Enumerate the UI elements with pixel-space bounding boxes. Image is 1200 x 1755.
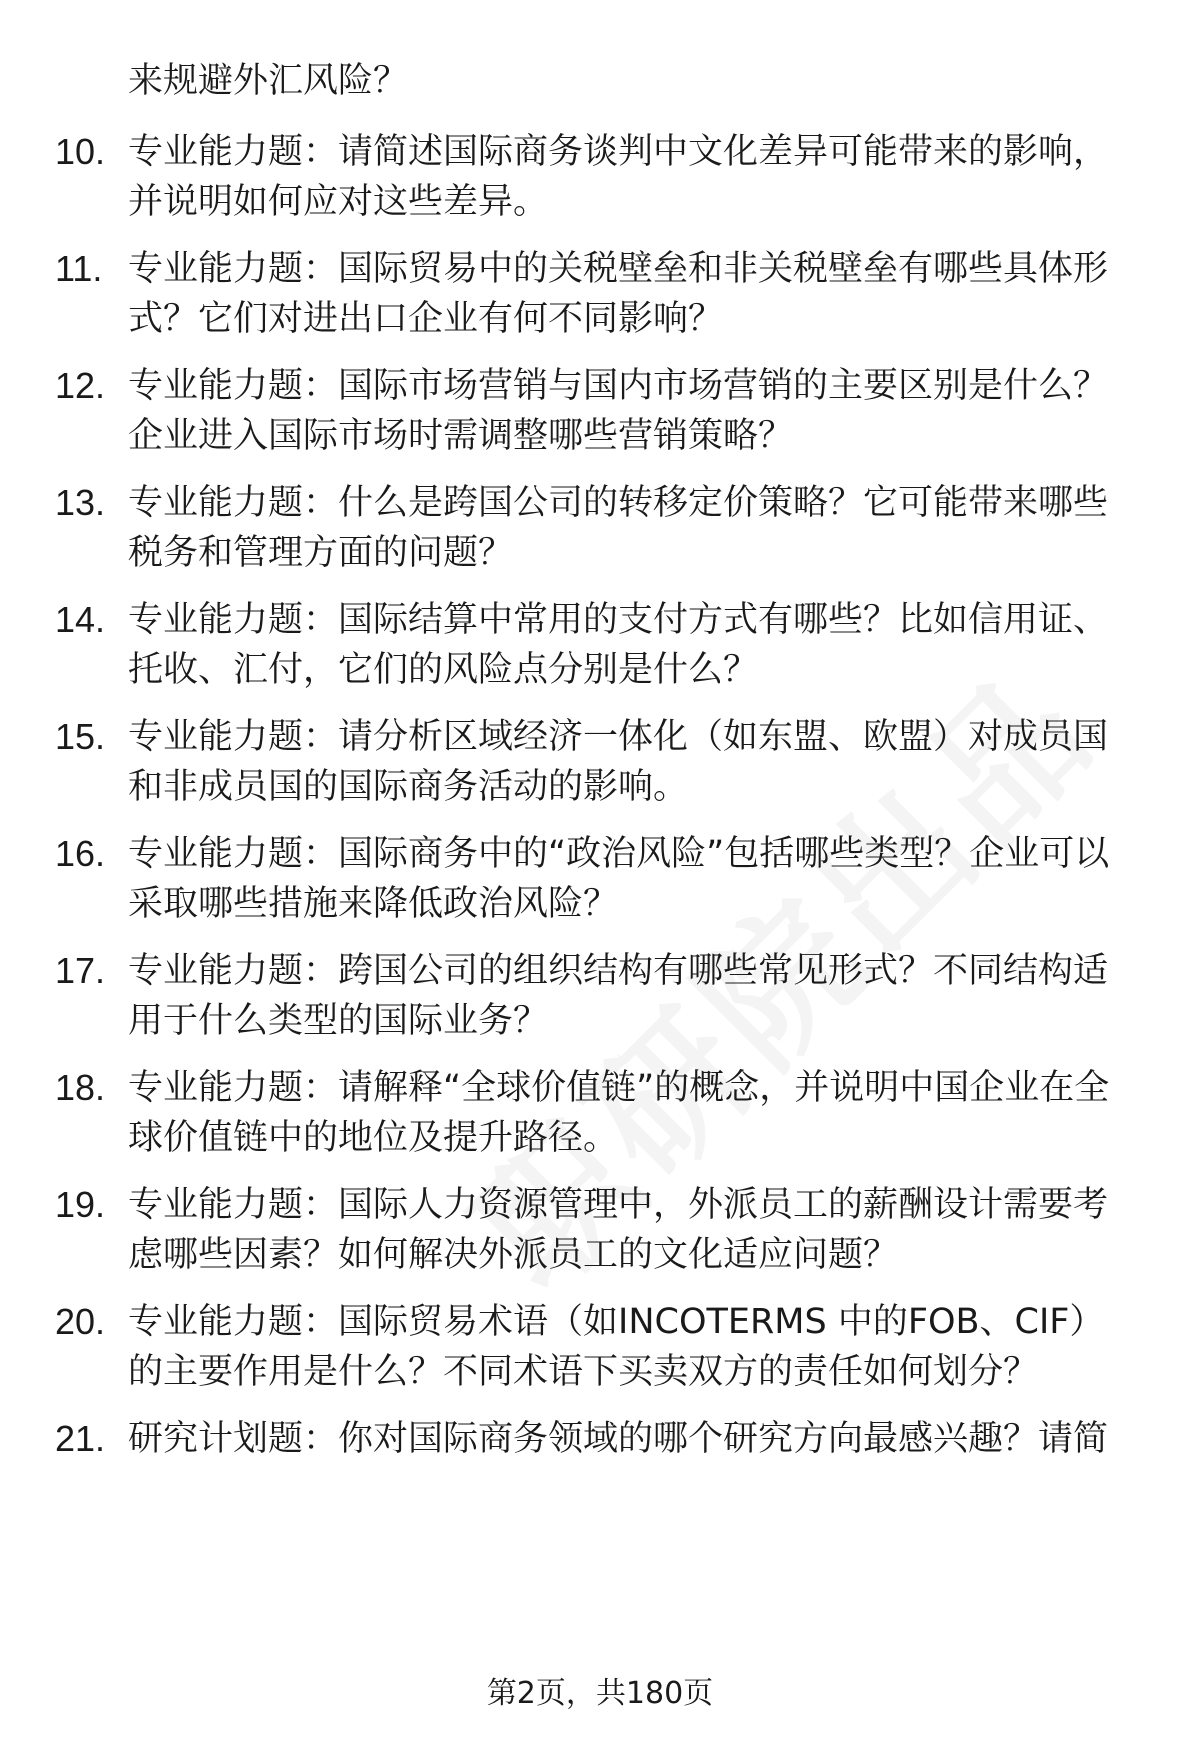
question-text: 专业能力题：请分析区域经济一体化（如东盟、欧盟）对成员国和非成员国的国际商务活动的影响。 xyxy=(128,717,1109,807)
question-number: 20. xyxy=(55,1301,106,1342)
question-number: 17. xyxy=(55,950,106,991)
question-text: 专业能力题：国际结算中常用的支付方式有哪些？比如信用证、托收、汇付，它们的风险点分别是什么？ xyxy=(128,600,1109,690)
question-text: 专业能力题：请解释“全球价值链”的概念，并说明中国企业在全球价值链中的地位及提升路径。 xyxy=(128,1068,1110,1158)
question-number: 21. xyxy=(55,1418,106,1459)
question-number: 19. xyxy=(55,1184,106,1225)
question-number: 15. xyxy=(55,716,106,757)
continuation-text: 来规避外汇风险？ xyxy=(128,61,409,101)
question-text: 专业能力题：国际商务中的“政治风险”包括哪些类型？企业可以采取哪些措施来降低政治风险？ xyxy=(128,834,1110,924)
question-text: 专业能力题：请简述国际商务谈判中文化差异可能带来的影响，并说明如何应对这些差异。 xyxy=(128,132,1109,222)
question-text: 专业能力题：什么是跨国公司的转移定价策略？它可能带来哪些税务和管理方面的问题？ xyxy=(128,483,1109,573)
question-number: 18. xyxy=(55,1067,106,1108)
question-number: 13. xyxy=(55,482,106,523)
question-text: 研究计划题：你对国际商务领域的哪个研究方向最感兴趣？请简 xyxy=(128,1419,1109,1459)
question-number: 12. xyxy=(55,365,106,406)
question-text: 专业能力题：国际人力资源管理中，外派员工的薪酬设计需要考虑哪些因素？如何解决外派员工的文化适应问题？ xyxy=(128,1185,1109,1275)
question-number: 10. xyxy=(55,131,106,172)
question-text: 专业能力题：国际市场营销与国内市场营销的主要区别是什么？企业进入国际市场时需调整哪些营销策略？ xyxy=(128,366,1109,456)
question-text: 专业能力题：国际贸易中的关税壁垒和非关税壁垒有哪些具体形式？它们对进出口企业有何不同影响？ xyxy=(128,249,1109,339)
page-footer: 第2页，共180页 xyxy=(486,1676,714,1711)
question-text: 专业能力题：跨国公司的组织结构有哪些常见形式？不同结构适用于什么类型的国际业务？ xyxy=(128,951,1109,1041)
question-text: 专业能力题：国际贸易术语（如INCOTERMS 中的FOB、CIF）的主要作用是什么？不同术语下买卖双方的责任如何划分？ xyxy=(128,1302,1105,1392)
question-number: 16. xyxy=(55,833,106,874)
question-number: 14. xyxy=(55,599,106,640)
question-number: 11. xyxy=(55,248,103,289)
